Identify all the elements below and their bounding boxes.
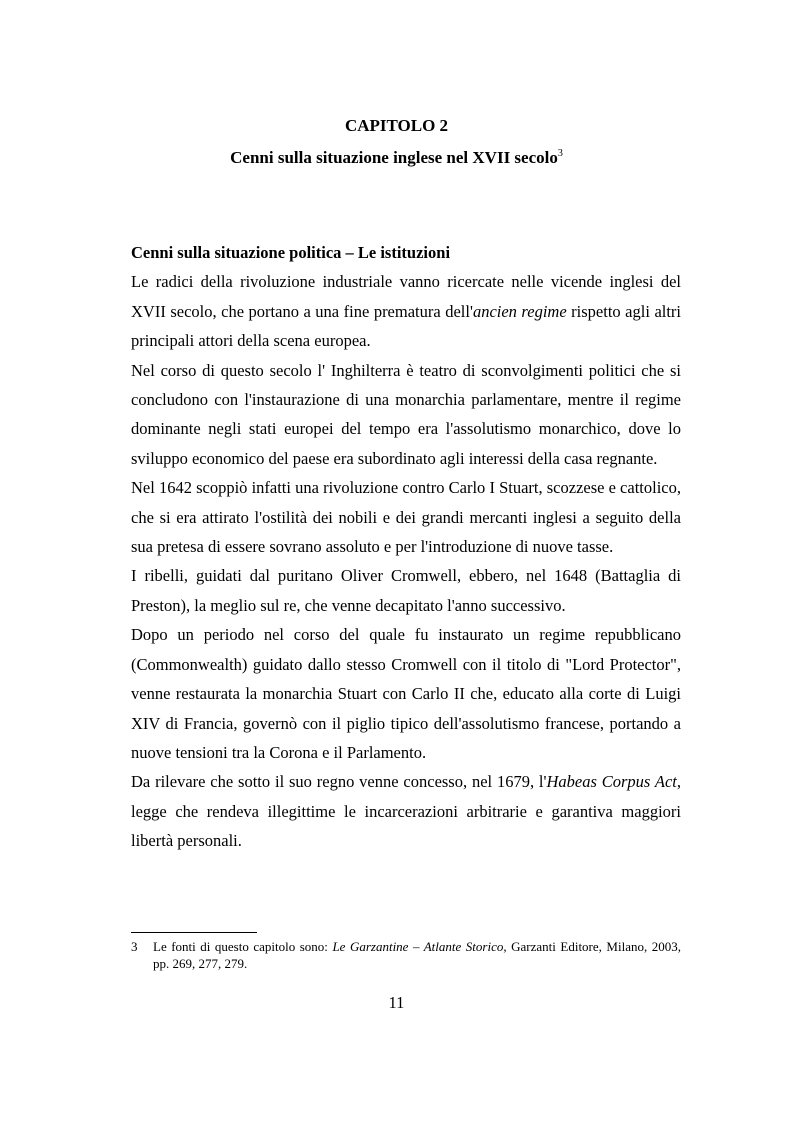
paragraph-1-italic: ancien regime xyxy=(472,301,567,321)
chapter-title xyxy=(0,148,793,168)
paragraph-1-text-start: Le radici della rivoluzione industriale vanno ricercate nelle vicende inglesi del XVII secolo, che portano a una fine prematura dell' xyxy=(131,272,681,321)
paragraph-6-text-start: Da rilevare che sotto il suo regno venne concesso, nel 1679, l' xyxy=(131,772,547,792)
page-number: 11 xyxy=(388,993,405,1012)
footnote-number: 3 xyxy=(131,939,138,954)
footnote-reference: 3 xyxy=(557,148,563,159)
chapter-title-text: Cenni sulla situazione inglese nel XVII secolo xyxy=(230,148,558,167)
paragraph-6-text-end: , legge che rendeva illegittime le incarcerazioni arbitrarie e garantiva maggiori libertà personali. xyxy=(131,772,681,851)
section-heading: Cenni sulla situazione politica – Le istituzioni xyxy=(131,243,451,262)
paragraph-6-italic: Habeas Corpus Act xyxy=(546,772,677,792)
footnote-separator xyxy=(131,932,257,933)
paragraph-1 xyxy=(131,267,681,355)
paragraph-6 xyxy=(131,767,681,855)
footnote-text-start: Le fonti di questo capitolo sono: xyxy=(153,939,333,954)
paragraph-5: Dopo un periodo nel corso del quale fu instaurato un regime repubblicano (Commonwealth) guidato dallo stesso Cromwell con il titolo di "Lord Protector", venne restaurata la monarchia Stuart con Carlo II che, educato alla corte di Luigi XIV di Francia, governò con il piglio tipico dell'assolutismo francese, portando a nuove tensioni tra la Corona e il Parlamento. xyxy=(131,625,681,762)
body-text xyxy=(131,238,681,856)
footnote-source-title: Le Garzantine – Atlante Storico xyxy=(332,939,504,954)
paragraph-3: Nel 1642 scoppiò infatti una rivoluzione contro Carlo I Stuart, scozzese e cattolico, che si era attirato l'ostilità dei nobili e dei grandi mercanti inglesi a seguito della sua pretesa di essere sovrano assoluto e per l'introduzione di nuove tasse. xyxy=(131,478,681,557)
footnote xyxy=(131,938,681,972)
paragraph-2: Nel corso di questo secolo l' Inghilterra è teatro di sconvolgimenti politici che si concludono con l'instaurazione di una monarchia parlamentare, mentre il regime dominante negli stati europei del tempo era l'assolutismo monarchico, dove lo sviluppo economico del paese era subordinato agli interessi della casa regnante. xyxy=(131,360,681,468)
footnote-text xyxy=(153,938,681,972)
paragraph-4: I ribelli, guidati dal puritano Oliver Cromwell, ebbero, nel 1648 (Battaglia di Preston), la meglio sul re, che venne decapitato l'anno successivo. xyxy=(131,566,681,615)
paragraph-1-text-end: rispetto agli altri principali attori della scena europea. xyxy=(131,301,682,351)
chapter-label: CAPITOLO 2 xyxy=(344,116,449,135)
footnote-text-end: , Garzanti Editore, Milano, 2003, pp. 269, 277, 279. xyxy=(153,939,681,971)
